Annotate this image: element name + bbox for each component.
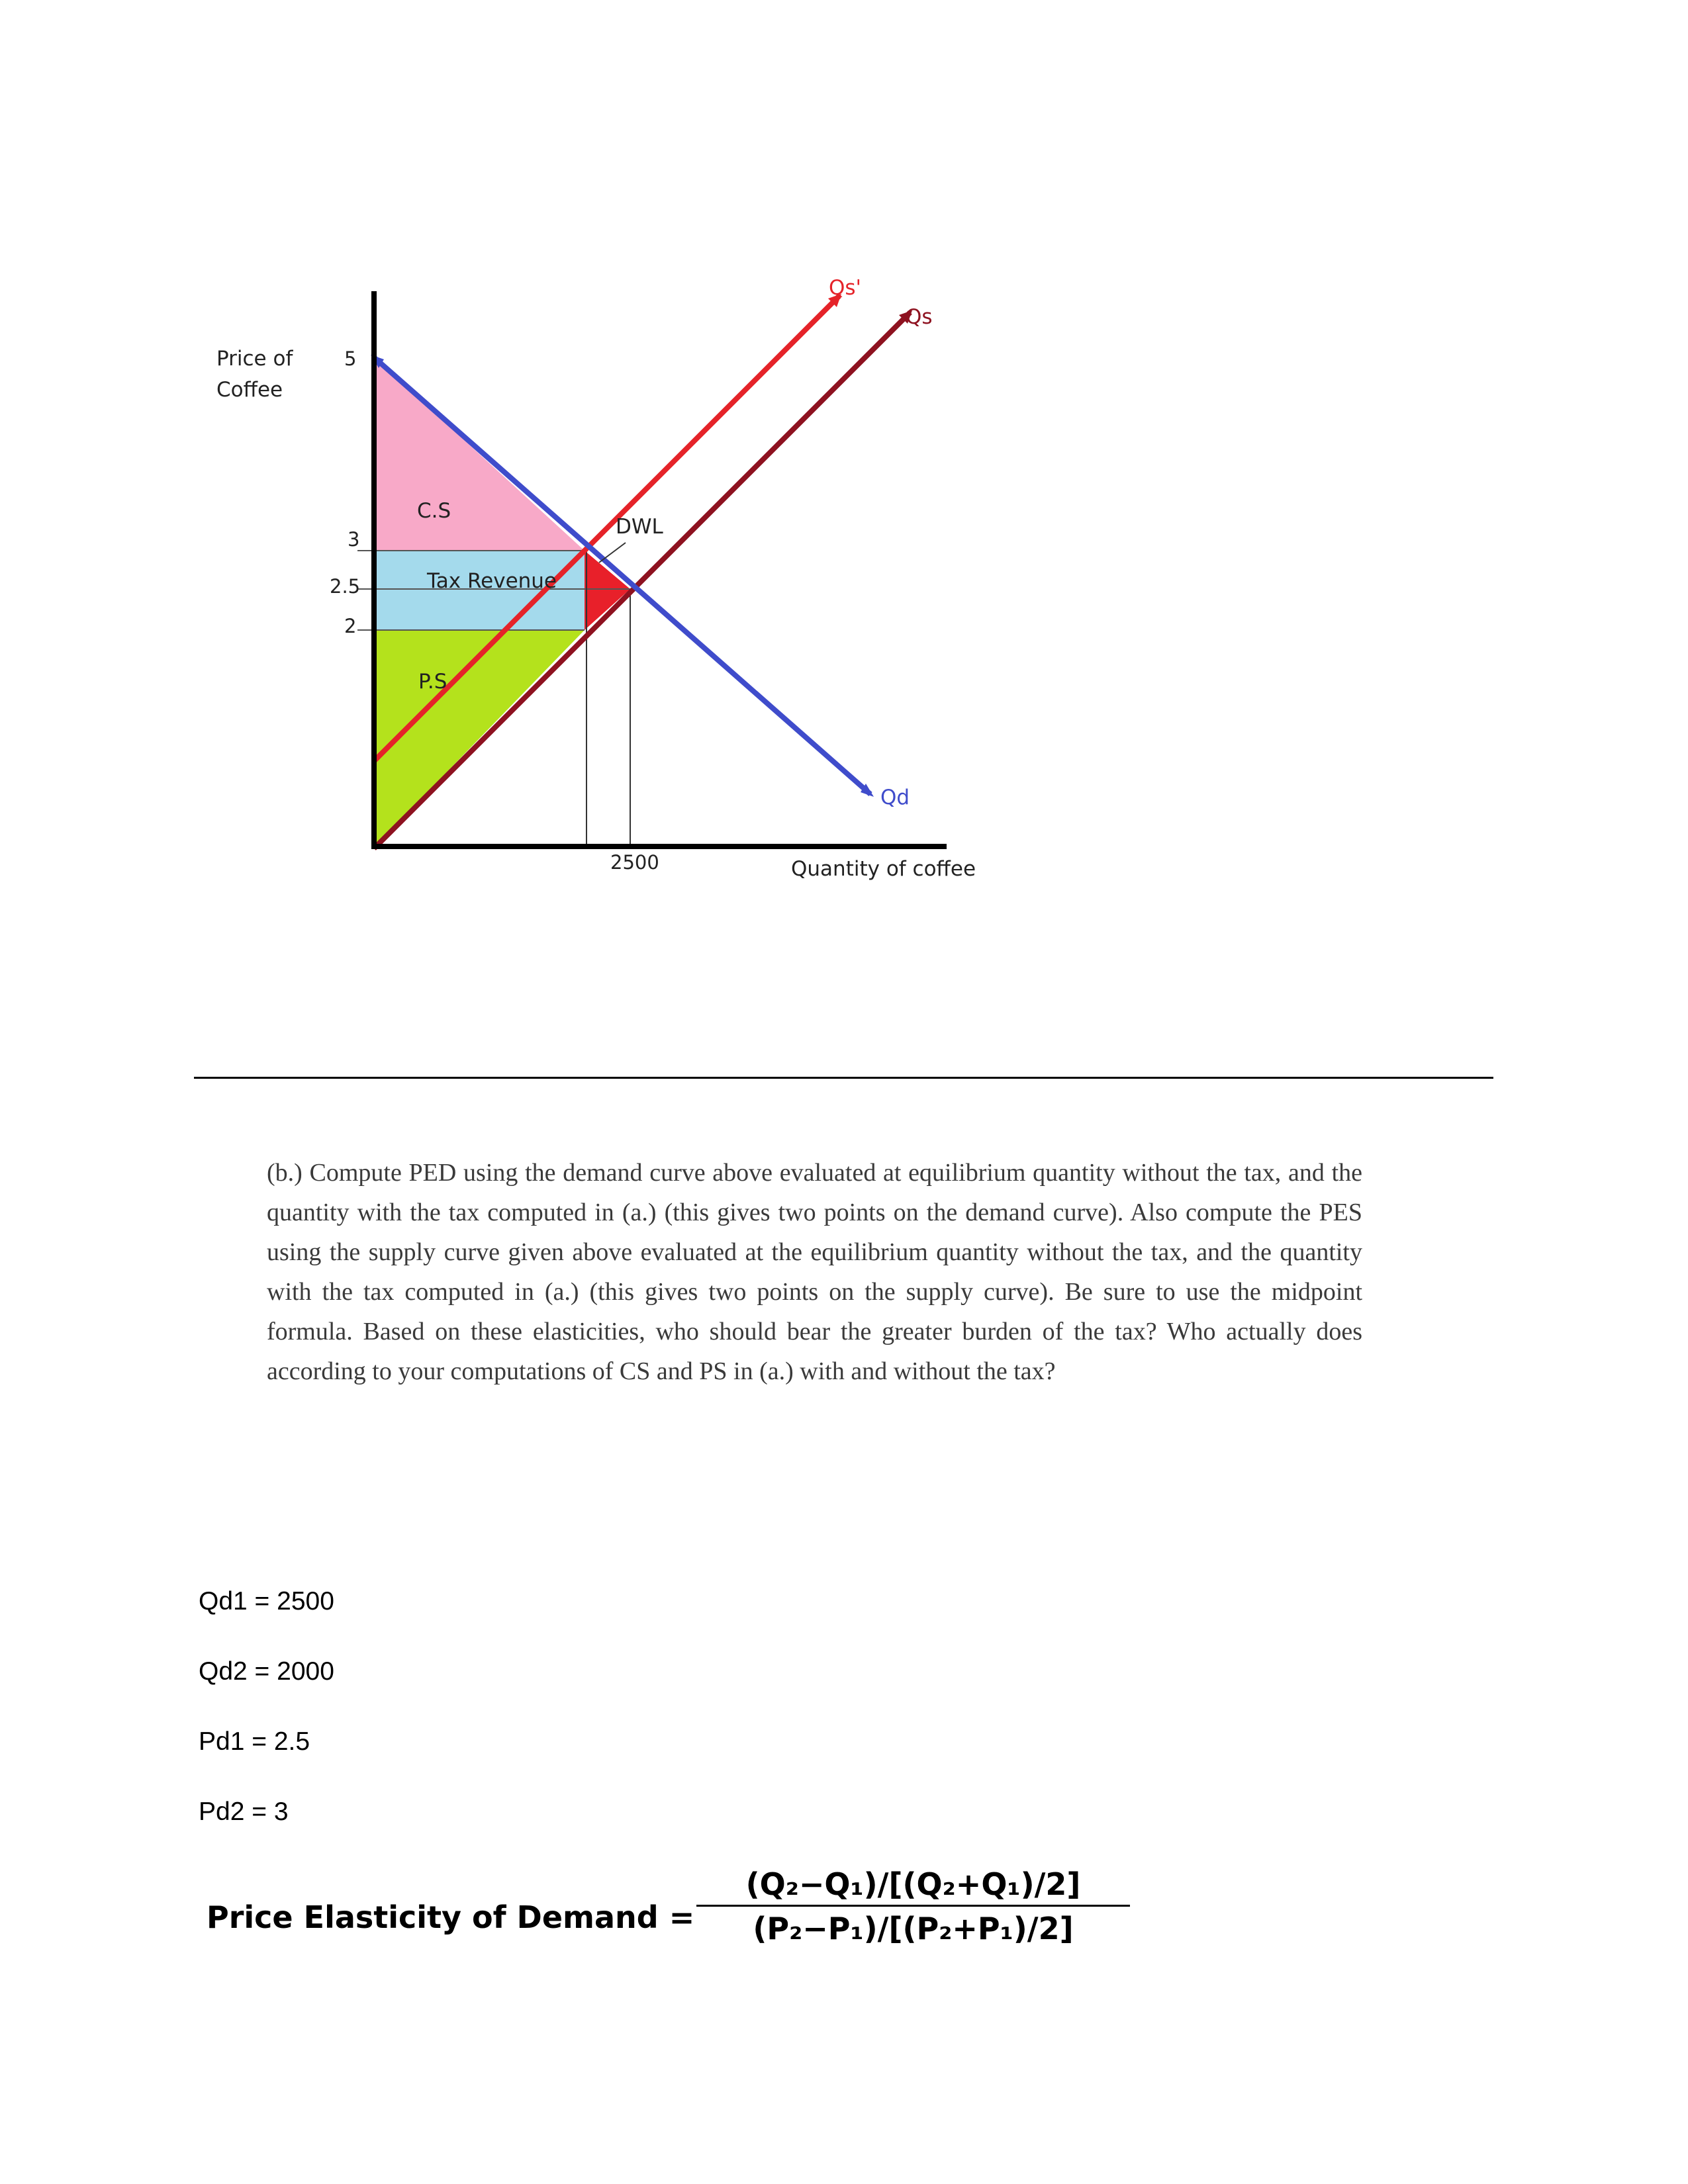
formula-denominator: (P₂−P₁)/[(P₂+P₁)/2] (753, 1911, 1074, 1946)
y-axis-label-line2: Coffee (216, 378, 283, 402)
y-tick-2: 2 (344, 615, 357, 637)
question-text: (b.) Compute PED using the demand curve above evaluated at equilibrium quantity without the tax, and the quantity with the tax computed in (a.) (this gives two points on the demand curve). Also compute the PES using the supply curve given above evaluated at the equilibrium quantity without the tax, and the quantity with the tax computed in (a.) (this gives two points on the supply curve). Be sure to use the midpoint formula. Based on these elasticities, who should bear the greater burden of the tax? Who actually does according to your computations of CS and PS in (a.) with and without the tax? (267, 1159, 1362, 1385)
y-tick-2-5: 2.5 (330, 575, 361, 598)
label-qs-taxed: Qs' (829, 276, 862, 300)
y-tick-3: 3 (348, 528, 360, 551)
label-deadweight-loss: DWL (616, 515, 663, 539)
x-tick-2500: 2500 (610, 851, 659, 874)
label-tax-revenue: Tax Revenue (427, 569, 557, 593)
label-producer-surplus: P.S (418, 670, 447, 694)
value-qd1: Qd1 = 2500 (199, 1587, 334, 1615)
supply-demand-graph (0, 0, 1688, 927)
label-qd: Qd (880, 786, 910, 809)
value-pd2: Pd2 = 3 (199, 1797, 289, 1826)
x-axis-label: Quantity of coffee (791, 857, 976, 881)
fraction-bar (696, 1905, 1130, 1907)
formula-name: Price Elasticity of Demand = (207, 1899, 695, 1935)
label-qs: Qs (906, 305, 933, 329)
formula-fraction (696, 1866, 1130, 1946)
value-qd2: Qd2 = 2000 (199, 1657, 334, 1686)
y-axis-label-line1: Price of (216, 347, 293, 371)
section-divider (194, 1077, 1493, 1079)
formula-numerator: (Q₂−Q₁)/[(Q₂+Q₁)/2] (745, 1866, 1081, 1902)
value-pd1: Pd1 = 2.5 (199, 1727, 310, 1756)
label-consumer-surplus: C.S (417, 499, 451, 523)
ped-formula (207, 1866, 1166, 1972)
y-tick-5: 5 (344, 347, 357, 370)
dwl-pointer (599, 543, 626, 563)
